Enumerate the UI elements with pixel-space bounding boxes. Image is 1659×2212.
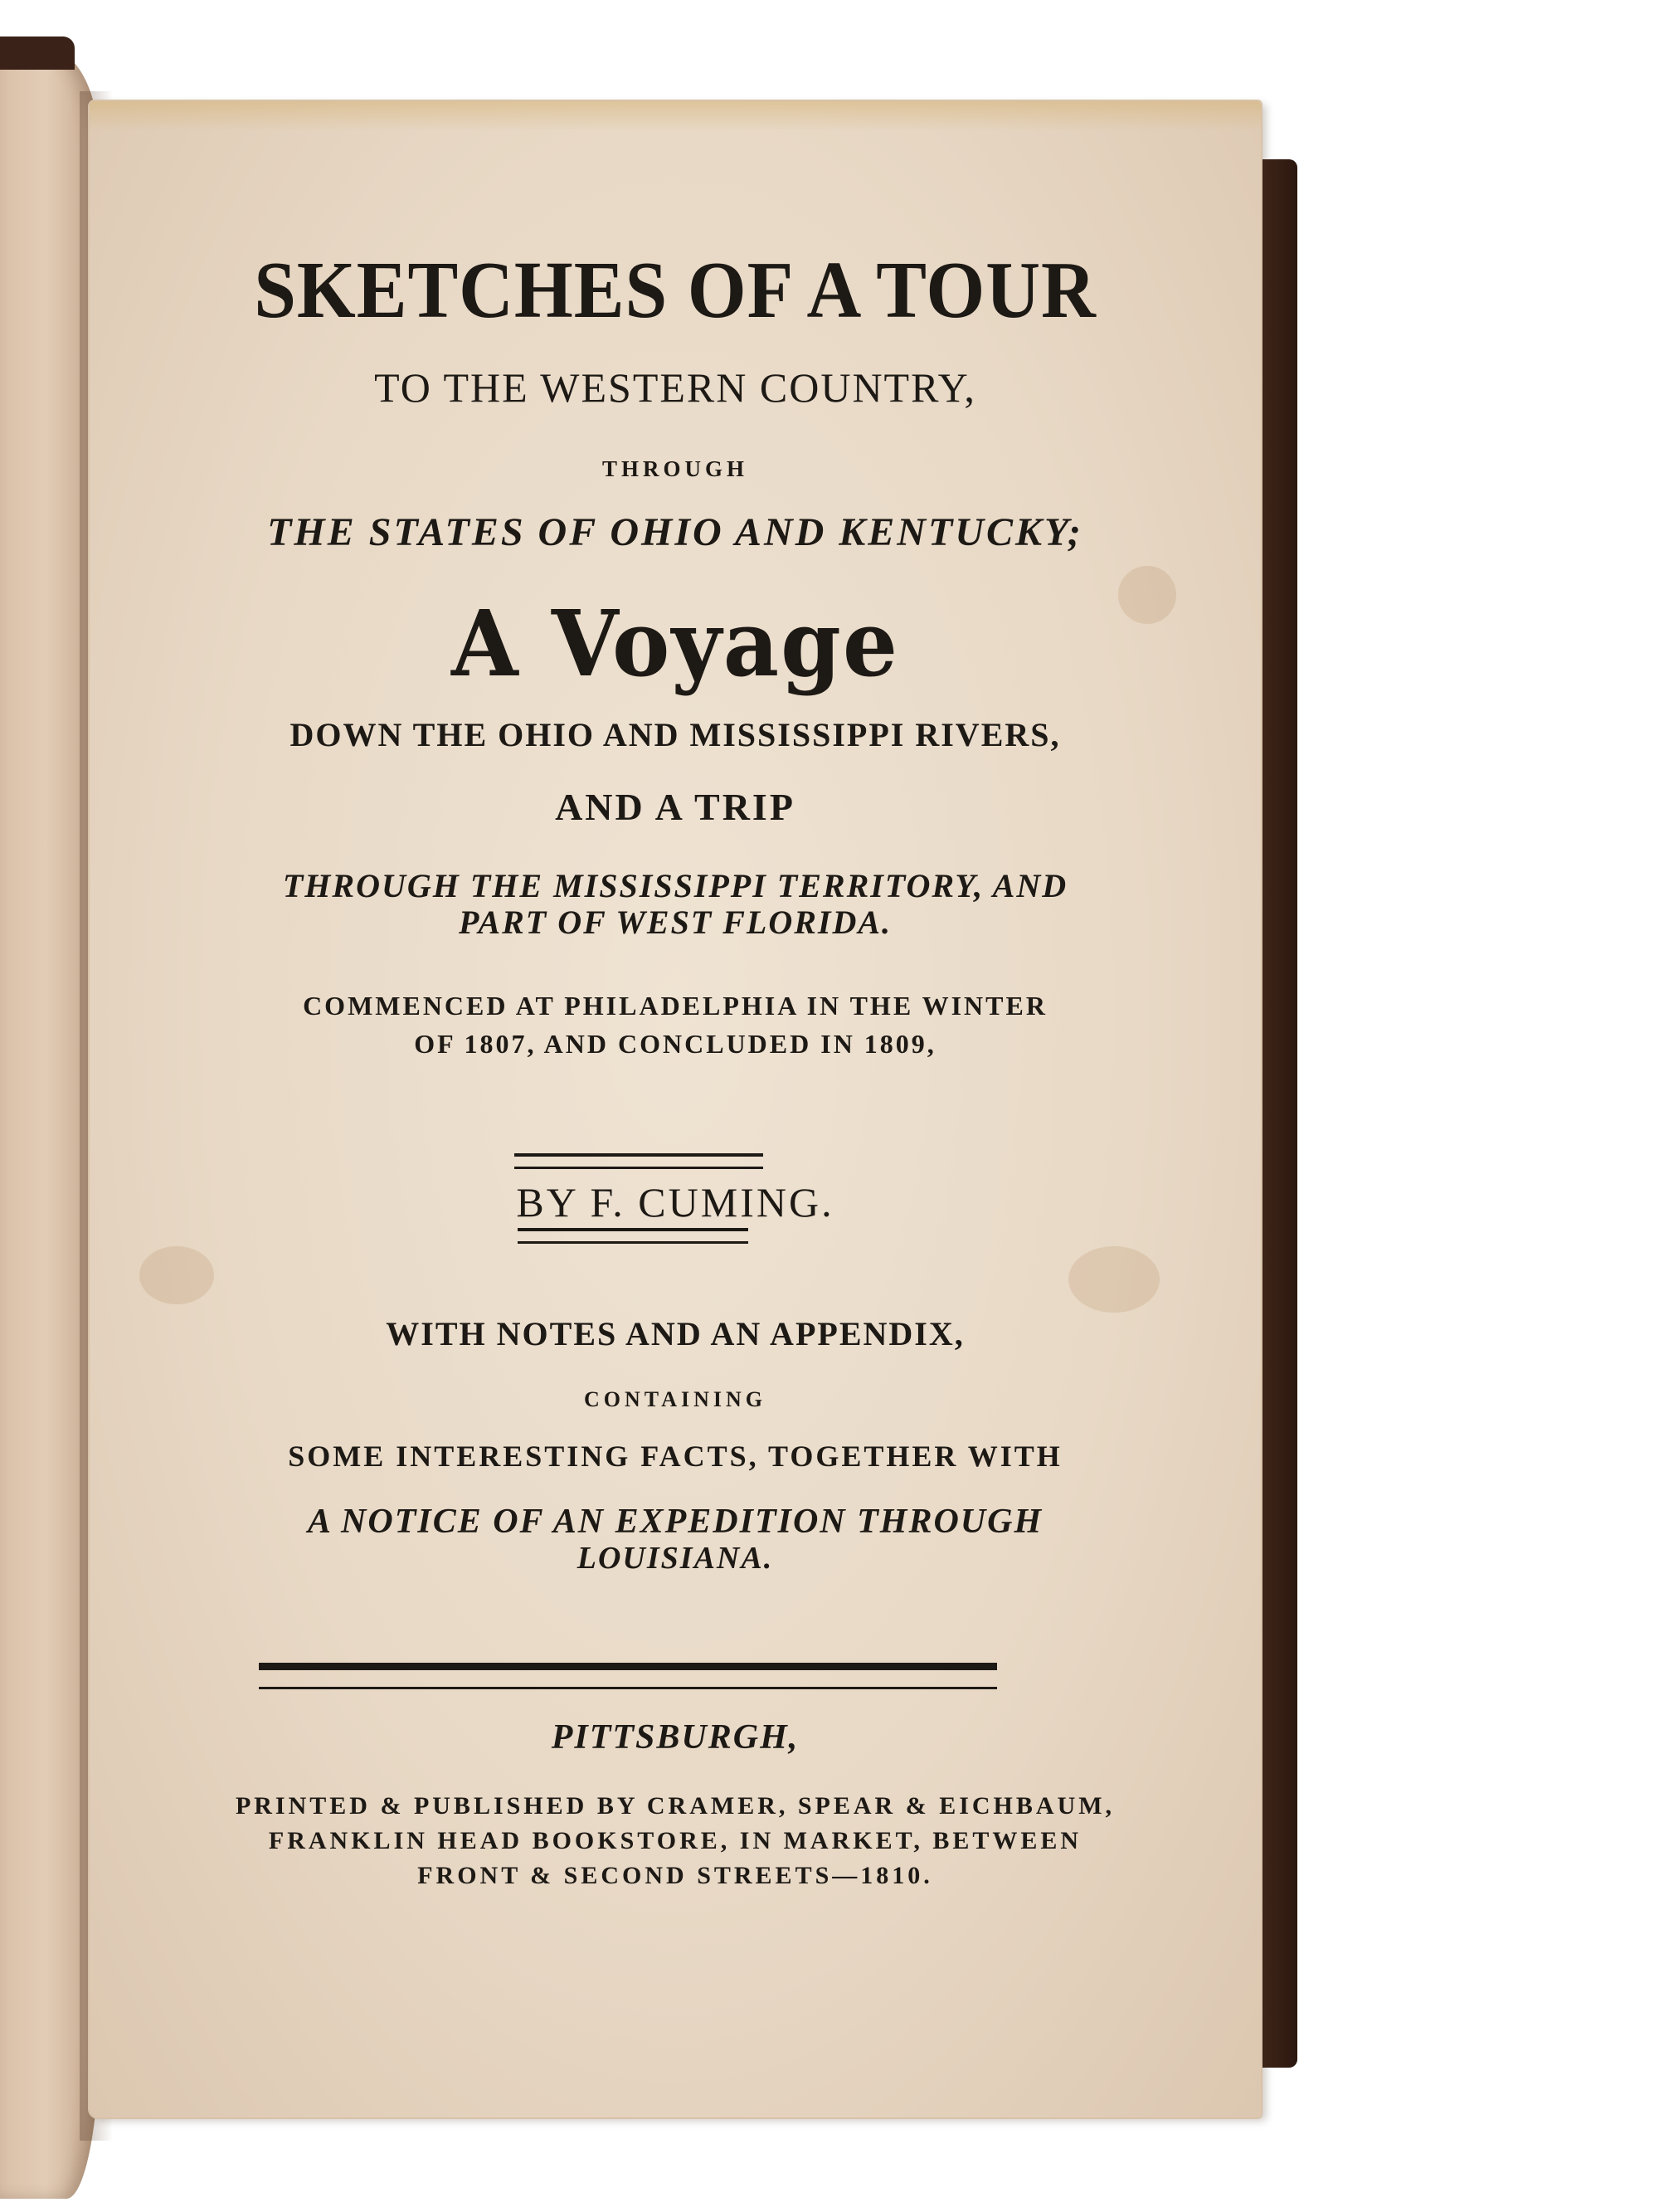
territory-line-1: THROUGH THE MISSISSIPPI TERRITORY, AND xyxy=(282,867,1068,904)
foxing-spot xyxy=(1068,1246,1160,1313)
rivers-line: DOWN THE OHIO AND MISSISSIPPI RIVERS, xyxy=(289,716,1061,753)
title-page xyxy=(90,101,1261,2117)
notice-line-1: A NOTICE OF AN EXPEDITION THROUGH xyxy=(307,1503,1044,1541)
printer-line-2: FRANKLIN HEAD BOOKSTORE, IN MARKET, BETWEEN xyxy=(268,1827,1082,1854)
facts-line: SOME INTERESTING FACTS, TOGETHER WITH xyxy=(288,1440,1063,1473)
book-title: SKETCHES OF A TOUR xyxy=(254,246,1097,335)
through-label: THROUGH xyxy=(601,456,748,481)
divider-rule xyxy=(518,1228,748,1244)
thick-divider-rule xyxy=(259,1663,997,1689)
territory-line-2: PART OF WEST FLORIDA. xyxy=(458,904,893,941)
states-line: THE STATES OF OHIO AND KENTUCKY; xyxy=(267,510,1083,554)
front-cover-corner xyxy=(0,37,75,70)
author-line: BY F. CUMING. xyxy=(516,1179,834,1225)
printer-line-3: FRONT & SECOND STREETS—1810. xyxy=(417,1862,933,1889)
voyage-heading: A Voyage xyxy=(450,589,900,698)
commenced-line-1: COMMENCED AT PHILADELPHIA IN THE WINTER xyxy=(303,991,1048,1021)
trip-line: AND A TRIP xyxy=(555,786,795,828)
containing-label: CONTAINING xyxy=(584,1387,766,1411)
foxing-spot xyxy=(139,1246,214,1304)
notes-line: WITH NOTES AND AN APPENDIX, xyxy=(386,1315,965,1352)
imprint-city: PITTSBURGH, xyxy=(551,1718,800,1756)
divider-rule xyxy=(514,1153,763,1169)
printer-line-1: PRINTED & PUBLISHED BY CRAMER, SPEAR & EICHBAUM, xyxy=(235,1792,1116,1820)
commenced-line-2: OF 1807, AND CONCLUDED IN 1809, xyxy=(414,1029,937,1059)
subtitle: TO THE WESTERN COUNTRY, xyxy=(374,364,976,411)
notice-line-2: LOUISIANA. xyxy=(577,1541,774,1576)
